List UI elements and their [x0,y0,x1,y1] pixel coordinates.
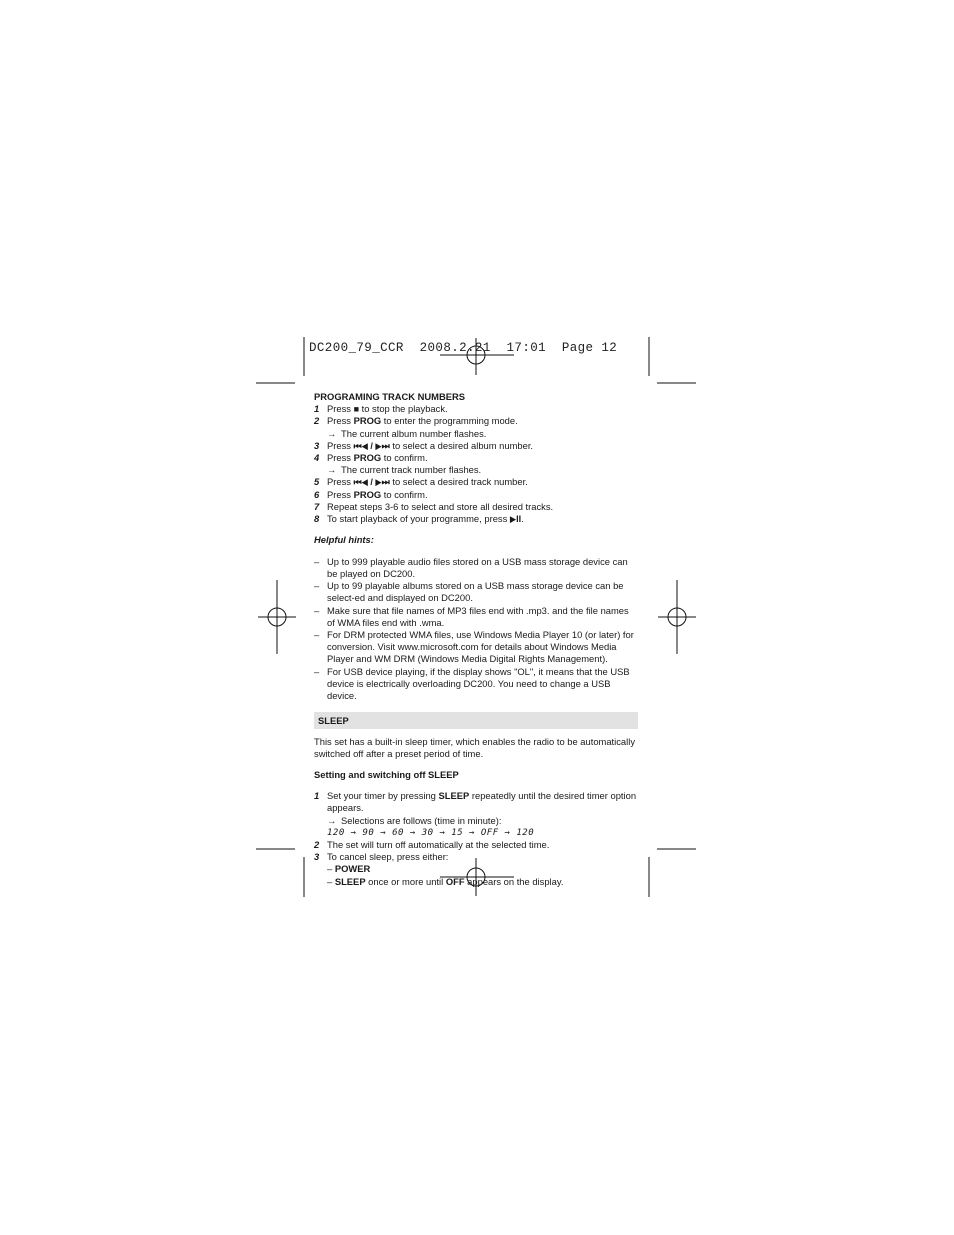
hint-text: Up to 99 playable albums stored on a USB mass storage device can be select-ed and displayed on DC200. [327,580,624,604]
step-row [314,403,638,415]
hint-item [314,666,638,703]
key-prog: PROG [353,452,382,464]
step-text: to confirm. [381,452,428,464]
step-text: Press [327,439,354,451]
dash: – [314,555,320,567]
dash: – [327,863,333,875]
result-text: Selections are follows (time in minute): [341,814,502,826]
step-number: 1 [314,403,320,415]
step-text: repeatedly until the desired timer option appears. [327,790,637,814]
cancel-option [314,876,638,888]
step-number: 2 [314,415,320,427]
step-number: 3 [314,851,320,863]
step-text: to select a desired album number. [389,439,534,451]
skip-prev-next-icon: ⏮◀ / ▶⏭ [353,477,390,488]
hint-item [314,605,638,629]
dash: – [314,580,320,592]
step-text: to select a desired track number. [389,476,528,488]
step-text: Press [327,452,354,464]
step-text: . [521,513,524,525]
arrow-right-icon: → [327,464,337,476]
stop-icon: ■ [353,404,360,415]
step-text: The set will turn off automatically at the selected time. [327,839,550,851]
step-number: 2 [314,839,320,851]
step-number: 6 [314,488,320,500]
key-prog: PROG [353,488,382,500]
sleep-subtitle: Setting and switching off SLEEP [314,768,459,780]
step-row [314,839,638,851]
sleep-intro: This set has a built-in sleep timer, which enables the radio to be automatically switched off after a preset period of time. [314,736,636,760]
section-bar-sleep: SLEEP [314,712,638,729]
key-power: POWER [334,863,371,875]
hint-text: Up to 999 playable audio files stored on a USB mass storage device can be played on DC200. [327,555,628,580]
step-text: Press [327,403,354,415]
step-text: to stop the playback. [359,403,448,415]
result-text: The current track number flashes. [341,464,482,476]
arrow-right-icon: → [327,814,337,826]
option-text: appears on the display. [464,875,564,887]
print-slug: DC200_79_CCR 2008.2.21 17:01 Page 12 [309,341,618,355]
section-title-programming: PROGRAMING TRACK NUMBERS [314,391,466,402]
step-text: To cancel sleep, press either: [327,851,449,863]
skip-prev-next-icon: ⏮◀ / ▶⏭ [353,440,390,451]
key-sleep: SLEEP [334,875,366,887]
step-text: To start playback of your programme, press [327,513,510,525]
step-number: 5 [314,476,320,488]
step-text: Repeat steps 3-6 to select and store all desired tracks. [327,500,554,512]
step-text: Press [327,476,354,488]
dash: – [314,665,320,677]
step-text: Press [327,488,354,500]
step-number: 3 [314,439,320,451]
step-row [314,851,638,863]
step-row [314,440,638,452]
key-sleep: SLEEP [438,790,470,802]
step-text: Set your timer by pressing [327,790,439,802]
step-row [314,452,638,464]
result-text: The current album number flashes. [341,427,487,439]
step-row [314,415,638,427]
step-text: Press [327,415,354,427]
hint-text: For USB device playing, if the display shows "OL", it means that the USB device is electrically overloading DC200. You need to change a USB device. [327,665,630,702]
key-prog: PROG [353,415,382,427]
step-number: 4 [314,452,320,464]
hints-title: Helpful hints: [314,534,374,546]
hint-item [314,629,638,666]
step-number: 8 [314,513,320,525]
step-row [314,501,638,513]
step-result [314,464,638,476]
step-row [314,513,638,525]
step-number: 1 [314,790,320,802]
step-number: 7 [314,500,320,512]
cancel-option [314,863,638,875]
display-off: OFF [445,875,465,887]
step-result [314,815,638,827]
dash: – [327,875,333,887]
play-pause-icon: ▶II [509,514,522,525]
step-text: to confirm. [381,488,428,500]
dash: – [314,629,320,641]
timer-sequence: 120 → 90 → 60 → 30 → 15 → OFF → 120 [327,827,535,838]
hint-item [314,556,638,580]
hint-text: For DRM protected WMA files, use Windows Media Player 10 (or later) for conversion. Visit www.microsoft.com for details about Windows Media Player and WM DRM (Windows Media Digital Rights Management). [327,629,634,665]
step-row [314,476,638,488]
step-result [314,428,638,440]
hint-item [314,580,638,604]
manual-page-content [314,391,638,888]
arrow-right-icon: → [327,427,337,439]
hint-text: Make sure that file names of MP3 files end with .mp3. and the file names of WMA files end with .wma. [327,604,629,628]
option-text: once or more until [365,875,446,887]
step-text: to enter the programming mode. [381,415,518,427]
step-row [314,790,638,814]
dash: – [314,604,320,616]
step-row [314,489,638,501]
